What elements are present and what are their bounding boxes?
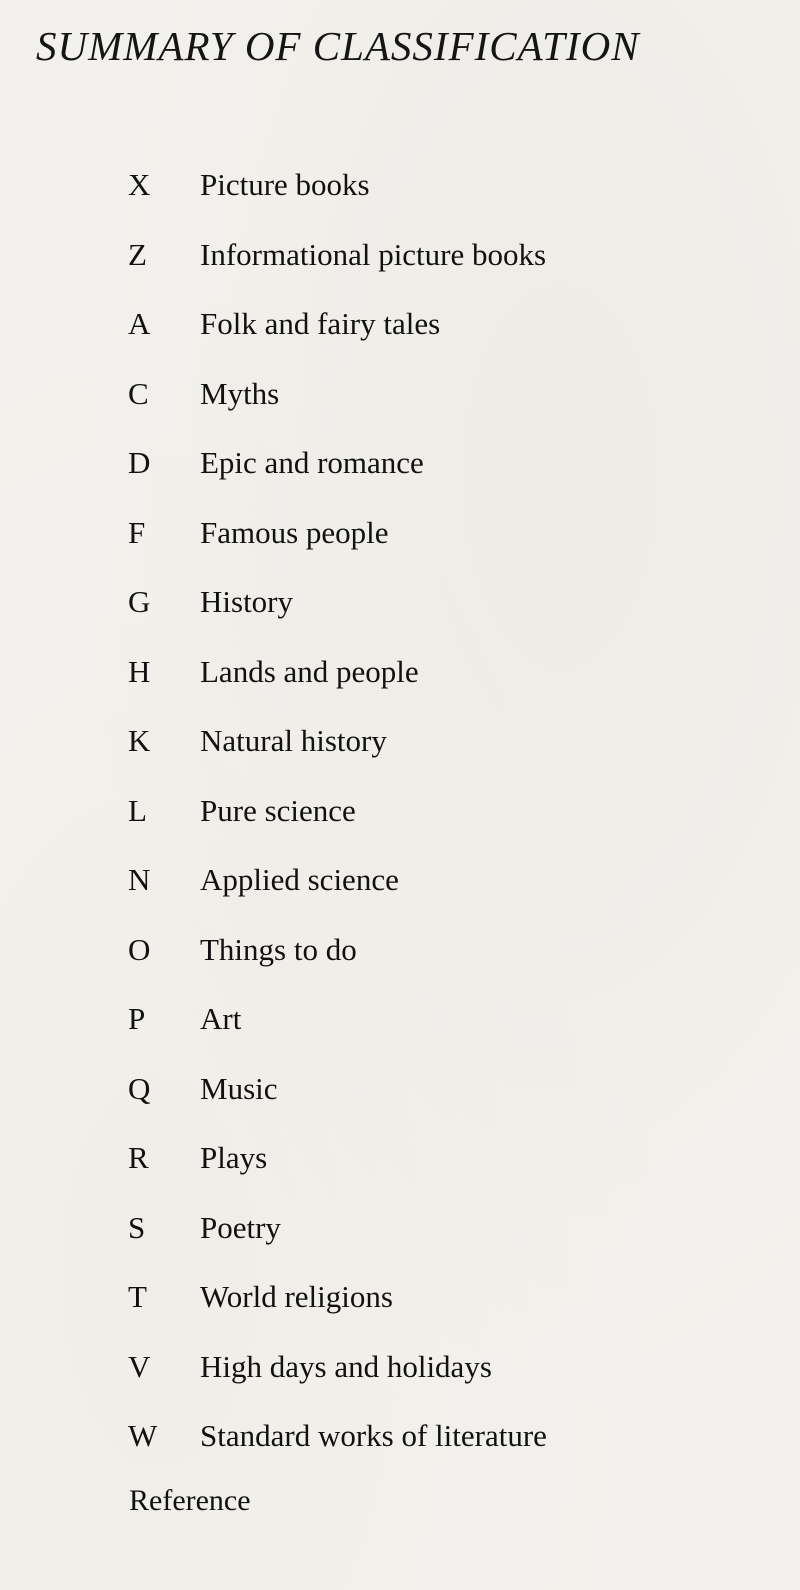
classification-entry <box>0 647 800 717</box>
classification-entry <box>0 299 800 369</box>
classification-label: Plays <box>200 1140 268 1175</box>
classification-label: Picture books <box>200 167 370 202</box>
classification-list <box>0 160 800 1481</box>
classification-code: Z <box>128 236 147 272</box>
classification-entry <box>0 1064 800 1134</box>
classification-entry <box>0 577 800 647</box>
classification-label: Famous people <box>200 514 389 550</box>
classification-code: Q <box>128 1070 151 1106</box>
classification-entry <box>0 369 800 439</box>
classification-entry <box>0 925 800 995</box>
classification-entry <box>0 1203 800 1273</box>
classification-code: V <box>128 1348 151 1384</box>
classification-label: Natural history <box>200 723 387 758</box>
classification-code: K <box>128 723 151 758</box>
classification-entry <box>0 438 800 508</box>
reference-label: Reference <box>129 1484 251 1517</box>
classification-label: Epic and romance <box>200 445 424 480</box>
classification-entry <box>0 1411 800 1481</box>
classification-code: F <box>128 514 146 550</box>
classification-entry <box>0 994 800 1064</box>
classification-code: G <box>128 584 151 619</box>
classification-entry <box>0 1133 800 1203</box>
classification-code: H <box>128 653 151 689</box>
classification-label: Lands and people <box>200 653 419 689</box>
classification-entry <box>0 716 800 786</box>
classification-label: Applied science <box>200 862 399 897</box>
classification-label: History <box>200 584 293 619</box>
classification-code: O <box>128 931 151 967</box>
classification-entry <box>0 1342 800 1412</box>
classification-label: Myths <box>200 375 280 411</box>
classification-entry <box>0 160 800 230</box>
classification-label: Music <box>200 1070 278 1106</box>
classification-code: P <box>128 1001 146 1036</box>
classification-code: D <box>128 445 151 480</box>
classification-entry <box>0 786 800 856</box>
classification-label: Informational picture books <box>200 236 547 272</box>
classification-code: W <box>128 1418 158 1453</box>
classification-label: Folk and fairy tales <box>200 306 441 341</box>
classification-code: X <box>128 167 151 202</box>
classification-label: Art <box>200 1001 242 1036</box>
classification-code: R <box>128 1140 149 1175</box>
classification-code: S <box>128 1209 146 1245</box>
classification-code: L <box>128 792 147 828</box>
classification-label: Pure science <box>200 792 356 828</box>
classification-code: A <box>128 306 151 341</box>
classification-entry <box>0 508 800 578</box>
classification-label: Things to do <box>200 931 357 967</box>
classification-label: Standard works of literature <box>200 1418 547 1453</box>
classification-label: High days and holidays <box>200 1348 492 1384</box>
classification-entry <box>0 855 800 925</box>
classification-entry <box>0 230 800 300</box>
classification-label: Poetry <box>200 1209 281 1245</box>
page-title: SUMMARY OF CLASSIFICATION <box>36 23 640 69</box>
classification-code: T <box>128 1279 147 1314</box>
classification-code: N <box>128 862 151 897</box>
classification-entry <box>0 1272 800 1342</box>
classification-code: C <box>128 375 149 411</box>
classification-label: World religions <box>200 1279 393 1314</box>
